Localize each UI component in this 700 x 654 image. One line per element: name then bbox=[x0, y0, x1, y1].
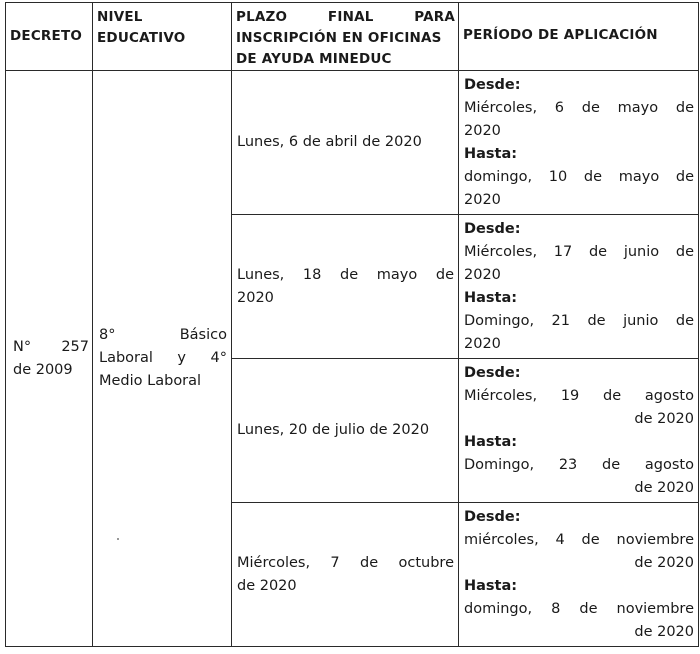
schedule-table bbox=[5, 2, 699, 647]
scan-speck bbox=[117, 538, 119, 540]
periodo-cell: Desde: Miércoles, 17 de junio de 2020 Hasta: Domingo, 21 de junio de 2020 bbox=[459, 215, 699, 359]
decreto-cell: N° 257 de 2009 bbox=[6, 71, 93, 647]
header-plazo: PLAZO FINAL PARA INSCRIPCIÓN EN OFICINAS DE AYUDA MINEDUC bbox=[232, 3, 459, 71]
header-nivel: NIVEL EDUCATIVO bbox=[93, 3, 232, 71]
header-decreto: DECRETO bbox=[6, 3, 93, 71]
header-row bbox=[6, 3, 699, 71]
periodo-cell: Desde: Miércoles, 6 de mayo de 2020 Hasta: domingo, 10 de mayo de 2020 bbox=[459, 71, 699, 215]
plazo-cell: Lunes, 18 de mayo de 2020 bbox=[232, 215, 459, 359]
nivel-cell: 8° Básico Laboral y 4° Medio Laboral bbox=[93, 71, 232, 647]
periodo-cell: Desde: miércoles, 4 de noviembre de 2020 Hasta: domingo, 8 de noviembre de 2020 bbox=[459, 503, 699, 647]
plazo-cell: Lunes, 6 de abril de 2020 bbox=[232, 71, 459, 215]
table-row bbox=[6, 71, 699, 215]
plazo-cell: Lunes, 20 de julio de 2020 bbox=[232, 359, 459, 503]
plazo-cell: Miércoles, 7 de octubre de 2020 bbox=[232, 503, 459, 647]
header-periodo: PERÍODO DE APLICACIÓN bbox=[459, 3, 699, 71]
periodo-cell: Desde: Miércoles, 19 de agosto de 2020 Hasta: Domingo, 23 de agosto de 2020 bbox=[459, 359, 699, 503]
